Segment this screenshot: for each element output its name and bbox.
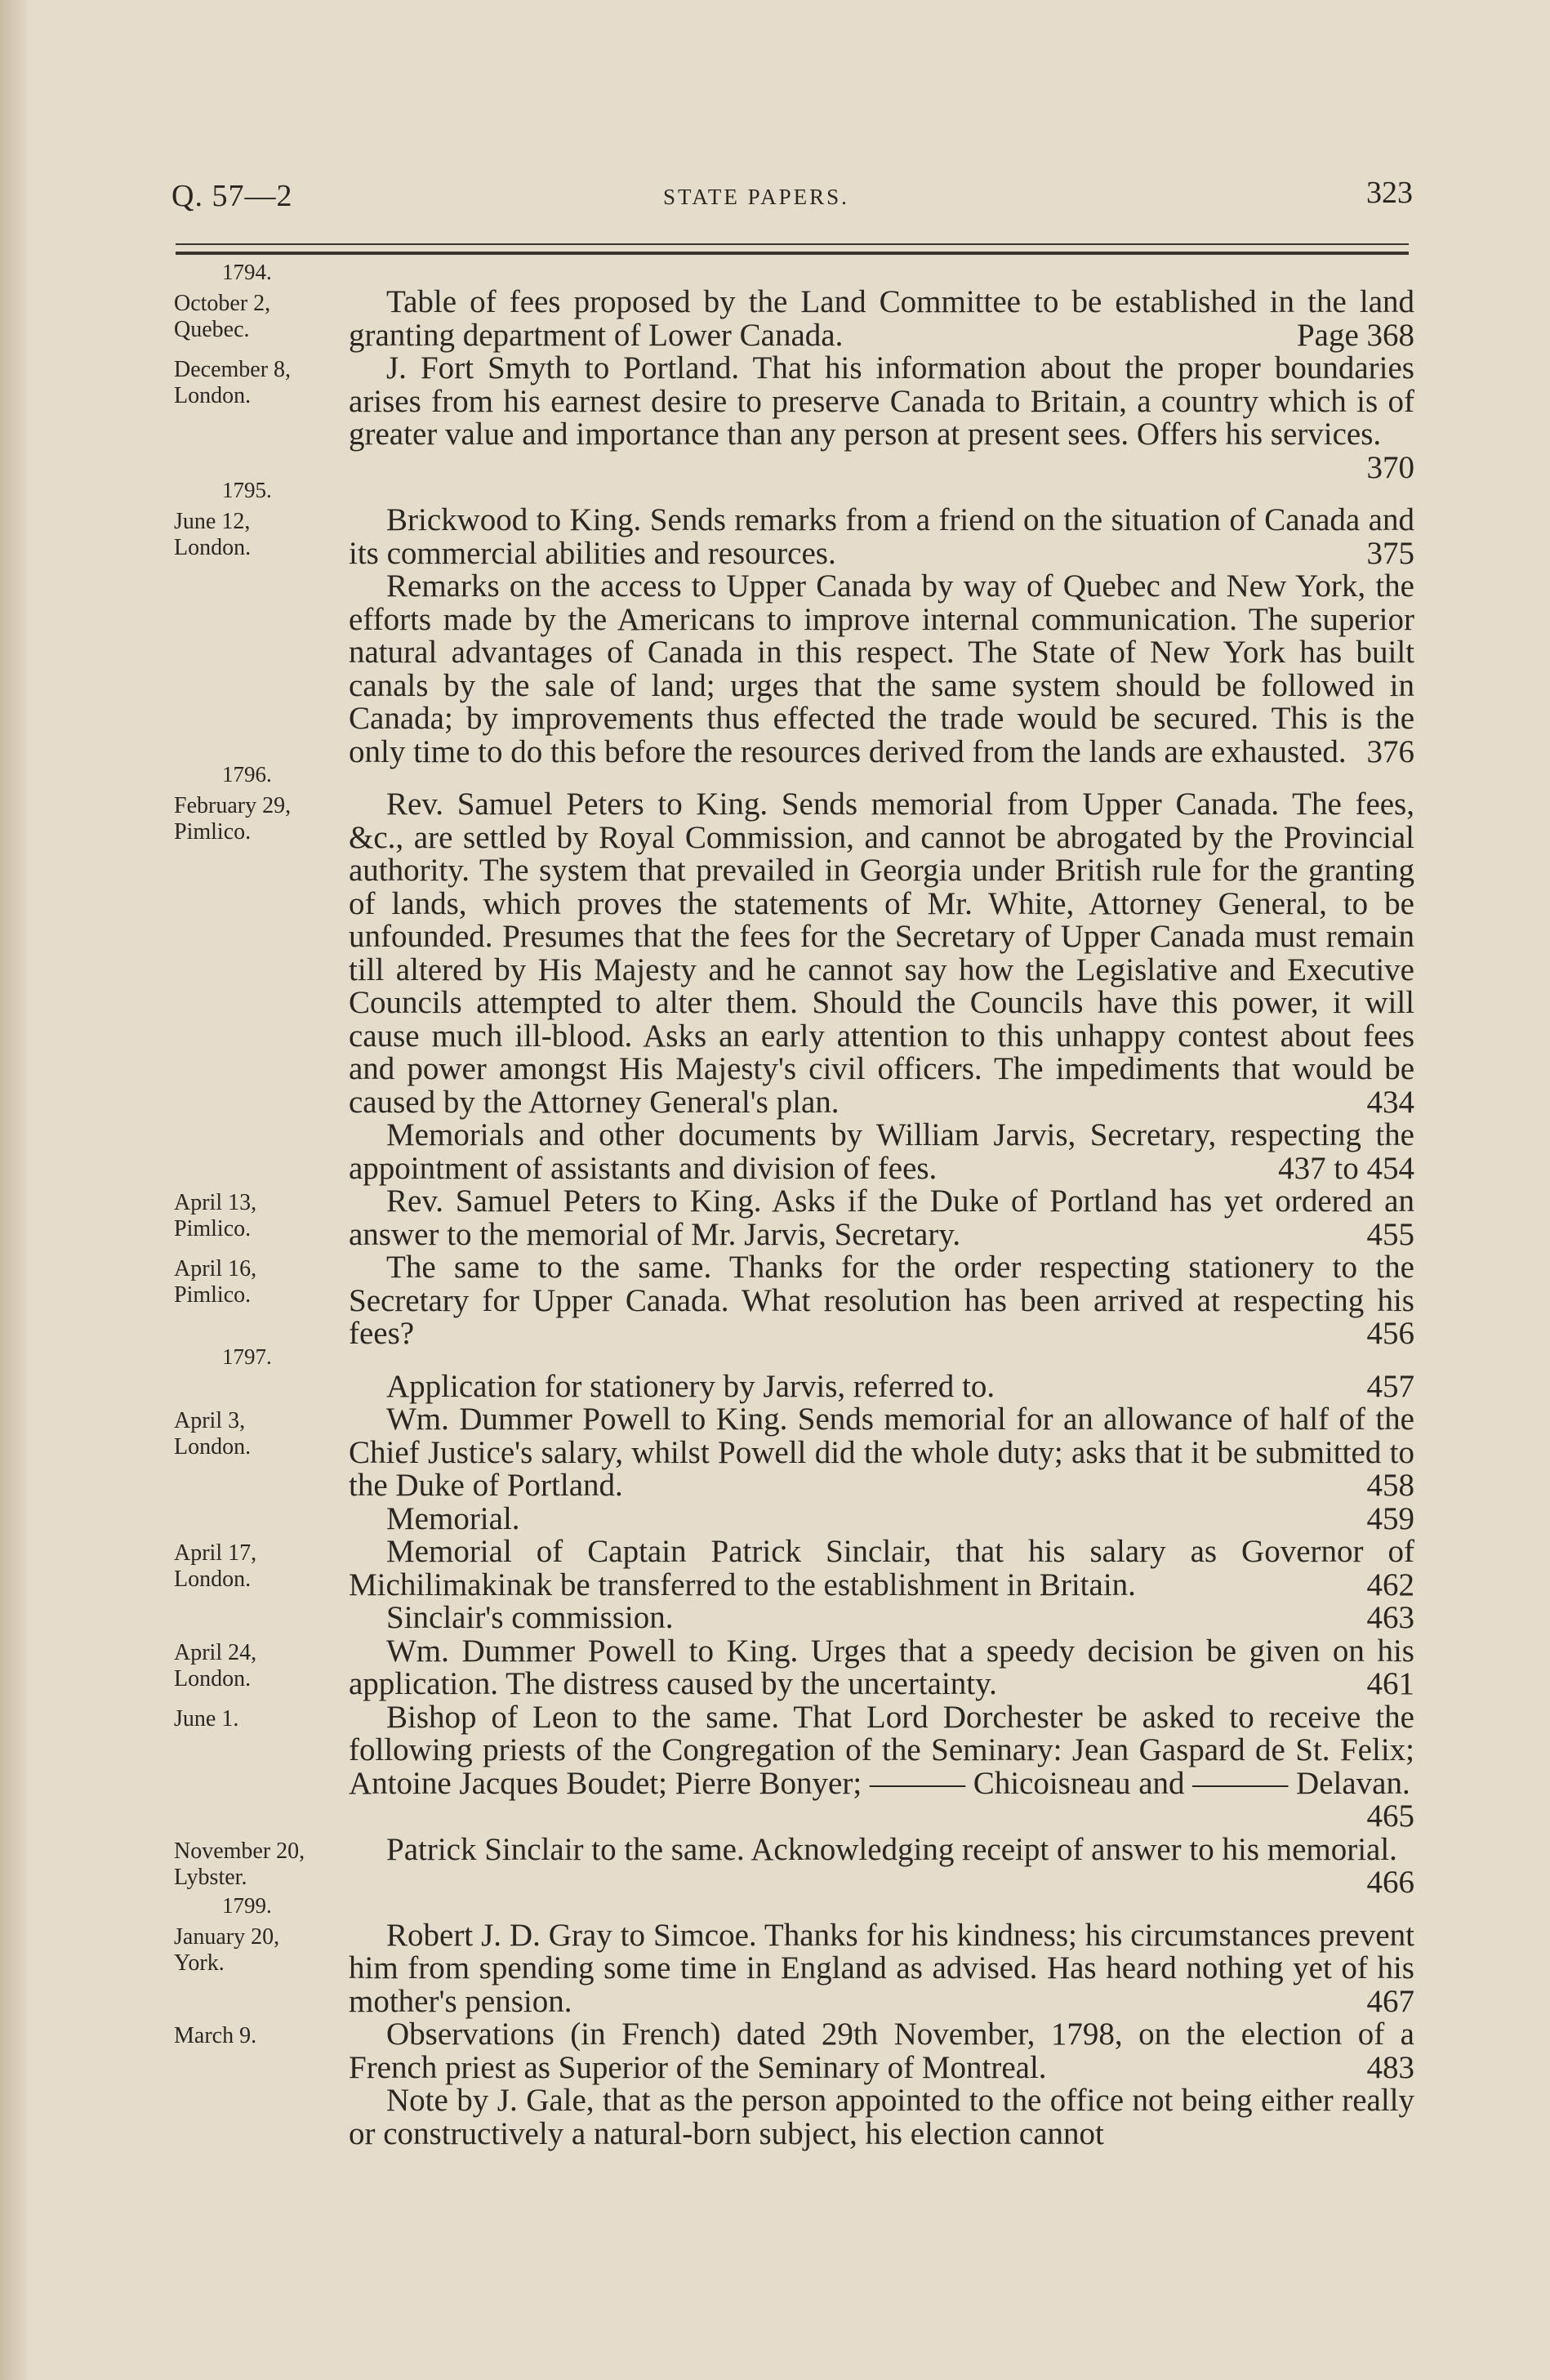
entry-summary: Note by J. Gale, that as the person appointed to the office not being either really or constructively a natural-born subject, his election cannot — [349, 2083, 1414, 2151]
page-reference: 456 — [1366, 1316, 1414, 1351]
entry-date-day: April 3, — [174, 1408, 246, 1433]
header-rule-thick — [176, 252, 1409, 255]
entry-date — [174, 1838, 354, 1891]
entry-summary: Robert J. D. Gray to Simcoe. Thanks for his kindness; his circumstances prevent him from spending some time in England as advised. Has heard nothing yet of his mother's pension. — [349, 1917, 1414, 2019]
calendar-entry — [0, 478, 1550, 571]
entry-summary: Memorial of Captain Patrick Sinclair, that his salary as Governor of Michilimakinak be transferred to the establishment in Britain. — [349, 1534, 1414, 1602]
entry-date-day: April 24, — [174, 1639, 257, 1665]
entry-place: London. — [174, 535, 252, 560]
entry-date-day: January 20, — [174, 1923, 280, 1950]
entry-summary: Application for stationery by Jarvis, referred to. — [386, 1368, 995, 1404]
calendar-entry — [0, 762, 1550, 1120]
page-reference: 459 — [1366, 1500, 1414, 1536]
calendar-entry — [0, 1701, 1550, 1834]
calendar-entry — [0, 1535, 1550, 1602]
entry-place: Lybster. — [174, 1864, 247, 1890]
entry-date-day: April 13, — [174, 1190, 257, 1215]
entry-summary: Wm. Dummer Powell to King. Urges that a speedy decision be given on his application. The distress caused by the uncertainty. — [349, 1633, 1414, 1701]
entry-date-day: February 29, — [174, 793, 292, 818]
entry-year: 1796. — [222, 762, 272, 787]
header-rule-thin — [176, 243, 1409, 245]
entry-place: London. — [174, 1665, 252, 1691]
calendar-entry — [0, 260, 1550, 353]
entry-text — [349, 352, 1414, 484]
entry-place: York. — [174, 1950, 225, 1976]
page-reference: 483 — [1366, 2049, 1414, 2085]
entry-place: London. — [174, 1434, 252, 1460]
page-reference: 458 — [1366, 1468, 1414, 1503]
entry-summary: Patrick Sinclair to the same. Acknowledging receipt of answer to his memorial. — [386, 1831, 1397, 1867]
page-reference: 465 — [1366, 1798, 1414, 1834]
calendar-entry — [0, 1344, 1550, 1404]
entry-date — [174, 291, 354, 343]
entry-date — [174, 1640, 354, 1692]
entry-text — [349, 2084, 1414, 2150]
page-reference: 467 — [1366, 1983, 1414, 2019]
page-reference: 375 — [1366, 535, 1414, 571]
entry-summary: Observations (in French) dated 29th November, 1798, on the election of a French priest as Superior of the Seminary of Montreal. — [349, 2017, 1414, 2085]
entry-summary: Rev. Samuel Peters to King. Sends memorial from Upper Canada. The fees, &c., are settled by Royal Commission, and cannot be abrogated by the Provincial authority. The system that prevailed in Georgia under British rule for the granting of lands, which proves the statements of Mr. White, Attorney General, to be unfounded. Presumes that the fees for the Secretary of Upper Canada must remain till altered by His Majesty and he cannot say how the Legislative and Executive Councils attempted to alter them. Should the Councils have this power, it will cause much ill-blood. Asks an early attention to this unhappy contest about fees and power amongst His Majesty's civil officers. The impediments that would be caused by the Attorney General's plan. — [349, 787, 1414, 1120]
entry-place: Pimlico. — [174, 1216, 252, 1241]
entry-summary: Remarks on the access to Upper Canada by way of Quebec and New York, the efforts made by the Americans to improve internal communication. The superior natural advantages of Canada in this respect. The State of New York has built canals by the sale of land; urges that the same system should be followed in Canada; by improvements thus effected the trade would be secured. This is the only time to do this before the resources derived from the lands are exhausted. — [349, 568, 1414, 769]
page-reference: 437 to 454 — [1278, 1150, 1414, 1186]
page-reference: 370 — [1366, 449, 1414, 485]
calendar-entries — [0, 260, 1550, 2151]
running-header — [163, 173, 1413, 214]
entry-summary: Sinclair's commission. — [386, 1600, 674, 1635]
entry-date — [174, 1540, 354, 1593]
entry-date — [174, 357, 354, 409]
calendar-entry — [0, 1119, 1550, 1185]
calendar-entry — [0, 1602, 1550, 1635]
entry-summary: The same to the same. Thanks for the order respecting stationery to the Secretary for Upper Canada. What resolution has been arrived at respecting his fees? — [349, 1250, 1414, 1351]
entry-year: 1794. — [222, 260, 272, 284]
entry-text — [349, 1403, 1414, 1503]
entry-date — [174, 1256, 354, 1308]
entry-summary: Memorials and other documents by William Jarvis, Secretary, respecting the appointment of assistants and division of fees. — [349, 1117, 1414, 1186]
entry-date-day: November 20, — [174, 1838, 305, 1864]
running-title: STATE PAPERS. — [663, 185, 849, 209]
page-number: 323 — [1366, 176, 1413, 210]
calendar-entry — [0, 2018, 1550, 2084]
entry-date-day: March 9. — [174, 2023, 257, 2048]
entry-text — [349, 1185, 1414, 1251]
calendar-entry — [0, 1892, 1550, 2019]
entry-summary: J. Fort Smyth to Portland. That his information about the proper boundaries arises from his earnest desire to preserve Canada to Britain, a country which is of greater value and importance than any person at present sees. Offers his services. — [349, 350, 1414, 452]
entry-summary: Brickwood to King. Sends remarks from a friend on the situation of Canada and its commercial abilities and resources. — [349, 502, 1414, 571]
entry-text — [349, 266, 1414, 352]
entry-text — [349, 484, 1414, 570]
entry-date-day: June 12, — [174, 509, 251, 534]
page-reference: 463 — [1366, 1600, 1414, 1635]
entry-date — [174, 1924, 354, 1977]
entry-date — [174, 509, 354, 561]
entry-text — [349, 1119, 1414, 1185]
page-reference: 466 — [1366, 1865, 1414, 1900]
calendar-entry — [0, 1403, 1550, 1503]
entry-year: 1797. — [222, 1344, 272, 1369]
entry-date-day: December 8, — [174, 357, 292, 382]
entry-text — [349, 1602, 1414, 1635]
entry-date — [174, 1408, 354, 1460]
entry-date — [174, 1190, 354, 1242]
entry-summary: Bishop of Leon to the same. That Lord Dorchester be asked to receive the following priests of the Congregation of the Seminary: Jean Gaspard de St. Felix; Antoine Jacques Boudet; Pierre Bonyer; ——— Chicoisneau and ——— Delavan. — [349, 1699, 1414, 1801]
entry-place: London. — [174, 383, 252, 408]
entry-text — [349, 1500, 1414, 1536]
entry-year: 1795. — [222, 478, 272, 502]
entry-text — [349, 570, 1414, 769]
calendar-entry — [0, 570, 1550, 769]
calendar-entry — [0, 1500, 1550, 1536]
calendar-entry — [0, 2084, 1550, 2150]
entry-summary: Table of fees proposed by the Land Committee to be established in the land granting department of Lower Canada. — [349, 284, 1414, 353]
entry-text — [349, 769, 1414, 1119]
entry-summary: Memorial. — [386, 1500, 520, 1536]
entry-summary: Wm. Dummer Powell to King. Sends memorial for an allowance of half of the Chief Justice's salary, whilst Powell did the whole duty; asks that it be submitted to the Duke of Portland. — [349, 1402, 1414, 1503]
entry-text — [349, 1535, 1414, 1602]
page-reference: 455 — [1366, 1216, 1414, 1252]
entry-date-day: April 17, — [174, 1540, 257, 1566]
entry-text — [349, 1251, 1414, 1351]
entry-date — [174, 2023, 354, 2049]
page-reference: 457 — [1366, 1368, 1414, 1404]
page-reference: Page 368 — [1296, 317, 1414, 353]
entry-text — [349, 1831, 1414, 1900]
entry-summary: Rev. Samuel Peters to King. Asks if the Duke of Portland has yet ordered an answer to the memorial of Mr. Jarvis, Secretary. — [349, 1183, 1414, 1252]
entry-date — [174, 1706, 354, 1732]
calendar-entry — [0, 1635, 1550, 1701]
entry-text — [349, 1635, 1414, 1701]
entry-date-day: June 1. — [174, 1705, 239, 1732]
entry-text — [349, 1701, 1414, 1834]
page-reference: 462 — [1366, 1567, 1414, 1602]
entry-date — [174, 793, 354, 845]
entry-date-day: October 2, — [174, 291, 271, 316]
entry-text — [349, 2018, 1414, 2084]
entry-place: Quebec. — [174, 317, 250, 342]
entry-place: London. — [174, 1567, 252, 1592]
entry-text — [349, 1351, 1414, 1404]
entry-place: Pimlico. — [174, 1282, 252, 1308]
entry-year: 1799. — [222, 1892, 272, 1918]
entry-text — [349, 1900, 1414, 2019]
calendar-entry — [0, 1185, 1550, 1251]
calendar-entry — [0, 1251, 1550, 1351]
page-reference: 461 — [1366, 1666, 1414, 1701]
entry-place: Pimlico. — [174, 819, 252, 845]
entry-date-day: April 16, — [174, 1256, 257, 1281]
calendar-entry — [0, 1831, 1550, 1900]
calendar-entry — [0, 352, 1550, 484]
page-reference: 434 — [1366, 1084, 1414, 1120]
document-reference: Q. 57—2 — [171, 179, 293, 213]
page-reference: 376 — [1366, 733, 1414, 769]
